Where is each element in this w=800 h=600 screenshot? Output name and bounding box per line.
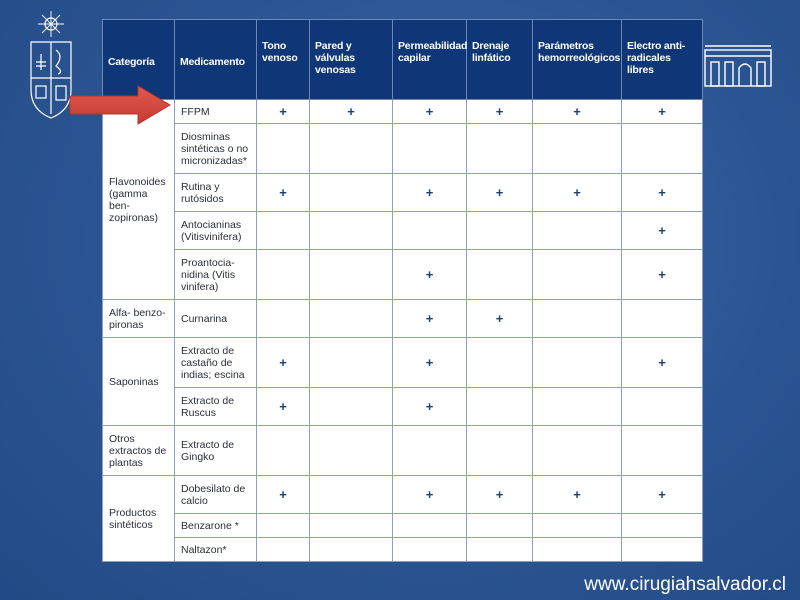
header-tono-venoso: Tono venoso bbox=[257, 20, 310, 100]
effect-cell: + bbox=[622, 100, 703, 124]
effect-cell bbox=[622, 538, 703, 562]
venoactive-drugs-table bbox=[102, 19, 703, 562]
effect-cell bbox=[310, 426, 393, 476]
effect-cell bbox=[393, 124, 467, 174]
effect-cell bbox=[310, 338, 393, 388]
effect-cell bbox=[622, 426, 703, 476]
effect-cell bbox=[310, 476, 393, 514]
effect-cell: + bbox=[257, 338, 310, 388]
effect-cell bbox=[467, 514, 533, 538]
effect-cell bbox=[533, 124, 622, 174]
table-header-row bbox=[103, 20, 703, 100]
effect-cell: + bbox=[622, 338, 703, 388]
effect-cell bbox=[622, 388, 703, 426]
medication-cell: Proantocia-nidina (Vitis vinifera) bbox=[175, 250, 257, 300]
effect-cell bbox=[467, 538, 533, 562]
effect-cell: + bbox=[467, 174, 533, 212]
medication-cell: Extracto de Gingko bbox=[175, 426, 257, 476]
category-otros-extractos: Otros extractos de plantas bbox=[103, 426, 175, 476]
table-row bbox=[103, 250, 703, 300]
effect-cell bbox=[533, 538, 622, 562]
effect-cell: + bbox=[310, 100, 393, 124]
effect-cell bbox=[257, 212, 310, 250]
effect-cell bbox=[310, 124, 393, 174]
category-alfa-benzopironas: Alfa- benzo-pironas bbox=[103, 300, 175, 338]
header-electro: Electro anti-radicales libres bbox=[622, 20, 703, 100]
effect-cell: + bbox=[467, 300, 533, 338]
effect-cell bbox=[257, 426, 310, 476]
effect-cell: + bbox=[622, 250, 703, 300]
effect-cell: + bbox=[393, 174, 467, 212]
effect-cell bbox=[310, 212, 393, 250]
effect-cell: + bbox=[393, 476, 467, 514]
effect-cell bbox=[622, 300, 703, 338]
effect-cell bbox=[467, 212, 533, 250]
effect-cell bbox=[257, 250, 310, 300]
medication-cell: Extracto de castaño de indias; escina bbox=[175, 338, 257, 388]
header-drenaje: Drenaje linfático bbox=[467, 20, 533, 100]
effect-cell bbox=[533, 388, 622, 426]
effect-cell bbox=[310, 388, 393, 426]
effect-cell bbox=[533, 338, 622, 388]
effect-cell bbox=[310, 538, 393, 562]
effect-cell bbox=[257, 124, 310, 174]
effect-cell: + bbox=[533, 174, 622, 212]
effect-cell: + bbox=[393, 300, 467, 338]
category-flavonoides: Flavonoides (gamma ben-zopironas) bbox=[103, 100, 175, 300]
effect-cell bbox=[533, 426, 622, 476]
effect-cell: + bbox=[393, 388, 467, 426]
effect-cell bbox=[467, 388, 533, 426]
effect-cell bbox=[393, 426, 467, 476]
effect-cell: + bbox=[393, 338, 467, 388]
medication-cell: FFPM bbox=[175, 100, 257, 124]
effect-cell: + bbox=[622, 174, 703, 212]
effect-cell: + bbox=[533, 100, 622, 124]
header-categoria: Categoría bbox=[103, 20, 175, 100]
effect-cell bbox=[257, 538, 310, 562]
effect-cell bbox=[310, 300, 393, 338]
table-row bbox=[103, 476, 703, 514]
effect-cell bbox=[393, 538, 467, 562]
effect-cell bbox=[622, 514, 703, 538]
category-productos-sinteticos: Productos sintéticos bbox=[103, 476, 175, 562]
effect-cell bbox=[257, 300, 310, 338]
website-url: www.cirugiahsalvador.cl bbox=[584, 574, 786, 595]
table-row bbox=[103, 338, 703, 388]
effect-cell bbox=[622, 124, 703, 174]
category-saponinas: Saponinas bbox=[103, 338, 175, 426]
medication-cell: Rutina y rutósidos bbox=[175, 174, 257, 212]
table-row bbox=[103, 212, 703, 250]
effect-cell: + bbox=[257, 388, 310, 426]
effect-cell: + bbox=[257, 100, 310, 124]
effect-cell: + bbox=[467, 100, 533, 124]
table-row bbox=[103, 514, 703, 538]
effect-cell: + bbox=[622, 212, 703, 250]
effect-cell bbox=[533, 250, 622, 300]
effect-cell: + bbox=[257, 476, 310, 514]
effect-cell bbox=[393, 212, 467, 250]
effect-cell: + bbox=[533, 476, 622, 514]
effect-cell: + bbox=[622, 476, 703, 514]
effect-cell bbox=[257, 514, 310, 538]
medication-cell: Extracto de Ruscus bbox=[175, 388, 257, 426]
effect-cell bbox=[393, 514, 467, 538]
header-medicamento: Medicamento bbox=[175, 20, 257, 100]
building-icon bbox=[703, 40, 773, 88]
medication-cell: Curnarina bbox=[175, 300, 257, 338]
effect-cell: + bbox=[393, 250, 467, 300]
effect-cell: + bbox=[257, 174, 310, 212]
effect-cell bbox=[533, 300, 622, 338]
effect-cell bbox=[467, 426, 533, 476]
header-pared-valvulas: Pared y válvulas venosas bbox=[310, 20, 393, 100]
effect-cell bbox=[533, 514, 622, 538]
table-row bbox=[103, 100, 703, 124]
medication-cell: Naltazon* bbox=[175, 538, 257, 562]
header-parametros: Parámetros hemorreológicos bbox=[533, 20, 622, 100]
effect-cell bbox=[310, 250, 393, 300]
medication-cell: Dobesilato de calcio bbox=[175, 476, 257, 514]
table-row bbox=[103, 124, 703, 174]
effect-cell bbox=[533, 212, 622, 250]
medication-cell: Antocianinas (Vitisvinifera) bbox=[175, 212, 257, 250]
table-row bbox=[103, 300, 703, 338]
effect-cell: + bbox=[393, 100, 467, 124]
header-permeabilidad: Permeabilidad capilar bbox=[393, 20, 467, 100]
table-row bbox=[103, 538, 703, 562]
effect-cell: + bbox=[467, 476, 533, 514]
effect-cell bbox=[467, 124, 533, 174]
table-row bbox=[103, 426, 703, 476]
medication-cell: Diosminas sintéticas o no micronizadas* bbox=[175, 124, 257, 174]
comparison-table-container bbox=[102, 19, 702, 562]
medication-cell: Benzarone * bbox=[175, 514, 257, 538]
effect-cell bbox=[310, 514, 393, 538]
effect-cell bbox=[310, 174, 393, 212]
arrow-right-icon bbox=[68, 84, 172, 126]
effect-cell bbox=[467, 250, 533, 300]
table-row bbox=[103, 388, 703, 426]
table-row bbox=[103, 174, 703, 212]
effect-cell bbox=[467, 338, 533, 388]
